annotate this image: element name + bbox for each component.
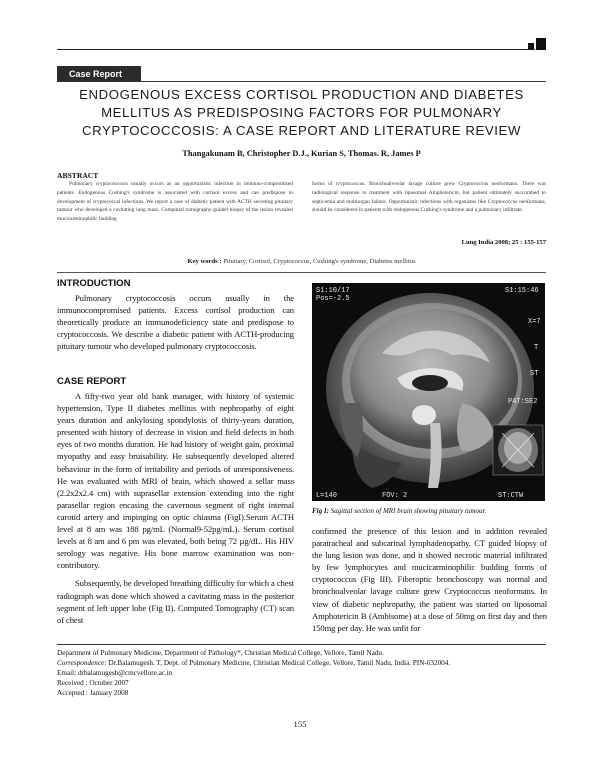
figure-caption-text: Sagittal section of MRI brain showing pituitary tumour.: [330, 507, 487, 515]
case-report-body: [57, 390, 294, 626]
keywords-rule: [57, 272, 546, 273]
mri-figure: [312, 283, 545, 501]
mri-row: X=7: [528, 318, 541, 326]
introduction-paragraph: Pulmonary cryptococcosis occurs usually in the immunocompromised patients. Excess cortisol production can theoretically produce an immunodeficiency state and predispose to cryptococcosis. We describe a diabetic patient with ACTH-producing pituitary tumour who developed pulmonary cryptococcosis.: [57, 293, 294, 352]
figure-caption: [312, 507, 548, 515]
title-line: MELLITUS AS PREDISPOSING FACTORS FOR PULMONARY: [101, 105, 502, 120]
keywords-text: Pituitary, Cortisol, Cryptococcus, Cushing's syndrome, Diabetes mellitus: [223, 258, 416, 265]
article-type-tag: Case Report: [57, 66, 141, 82]
footer-accepted: Accepted : January 2008: [57, 689, 129, 697]
correspondence-text: Dr.Balamugesh. T, Dept. of Pulmonary Medicine, Christian Medical College, Vellore, Tamil Nadu, India. PIN-632004.: [108, 659, 451, 667]
keywords-label: Key words :: [187, 258, 222, 265]
mri-bottom-right: ST:CTW: [498, 492, 524, 500]
mri-row: ST: [530, 370, 539, 378]
footer-department: Department of Pulmonary Medicine, Department of Pathology*, Christian Medical College, Vellore, Tamil Nadu.: [57, 649, 384, 657]
mri-position: Pos=-2.5: [316, 295, 350, 303]
introduction-body: [57, 292, 294, 352]
page-number: 155: [293, 719, 307, 729]
mri-bottom-mid: FOV: 2: [382, 492, 408, 500]
mri-row: PAT:SE2: [508, 398, 538, 406]
footer-rule: [57, 644, 546, 645]
mri-row: T: [534, 344, 539, 352]
footer-received: Received : October 2007: [57, 679, 129, 687]
figure-caption-label: Fig I:: [312, 507, 329, 515]
case-paragraph: A fifty-two year old bank manager, with history of systemic hypertension, Type II diabetes mellitus with nephropathy of eight years duration and ankylosing spondylosis of thirty-years duration, presented with history of decrease in vision and field defects in both eyes of two months duration. He had history of weight gain, proximal myopathy and easy bruisability. He subsequently developed altered behaviour in the form of irritability and periods of unresponsiveness. He was evaluated with MRI of brain, which showed a sellar mass (2.2x2x2.4 cm) with suprasellar extension extending into the right parasellar region encasing the cavernous segment of right internal carotid artery and impinging on optic chiasma (FigI).Serum ACTH level at 8 am was 188 pg/mL (Normal9-52pg/mL). Serum cortisol levels at 8 am and 6 pm was elevated, both being 72 µg/dL. His HIV serology was negative. His bone marrow examination was non-contributory.: [57, 391, 294, 571]
corner-mark-large: [536, 38, 546, 50]
citation: Lung India 2008; 25 : 155-157: [461, 239, 546, 246]
footer-correspondence: [57, 658, 546, 668]
article-title: [60, 86, 543, 140]
top-rule: [57, 49, 535, 50]
introduction-heading: INTRODUCTION: [57, 278, 131, 289]
abstract-heading: ABSTRACT: [57, 171, 99, 180]
footer: [57, 648, 546, 698]
header-rule: [57, 81, 546, 82]
correspondence-label: Correspondence:: [57, 659, 107, 667]
footer-email: Email: drbalamugesh@cmcvellore.ac.in: [57, 669, 173, 677]
title-line: ENDOGENOUS EXCESS CORTISOL PRODUCTION AND DIABETES: [79, 87, 524, 102]
mri-time-left: S1:10/17: [316, 287, 350, 295]
corner-mark-small: [528, 43, 534, 49]
case-paragraph: Subsequently, he developed breathing difficulty for which a chest radiograph was done which showed a cavitating mass in the posterior segment of left upper lobe (Fig II). Computed Tomography (CT) scan of chest: [57, 578, 294, 625]
mri-time-right: S1:15:46: [505, 287, 539, 295]
right-column-body: confirmed the presence of this lesion and in addition revealed paratracheal and subcarinal lymphadenopathy. CT guided biopsy of the lung lesion was done, and it showed necrotic material infiltrated by few lymphocytes and mucicarminophilic budding forms of cryptococcus (Fig III). Fiberoptic bronchoscopy was normal and bronchoalveolar lavage culture grew Cryptococcus neoformans. In view of diabetic nephropathy, the patient was started on liposomal Amphotericin B (Ambisome) at a dose of 50mg on first day and then 150mg per day. He was unfit for: [312, 526, 547, 633]
abstract-left-column: Pulmonary cryptococcosis usually occurs as an opportunistic infection in immuno-compromised patients. Endogenous Cushing's syndrome is associated with cortisol excess and can predispose to development of cryptococcal infections. We report a case of diabetic patient with ACTH secreting pituitary tumour who developed a cavitating lung mass. Computed tomography-guided biopsy of the lesion revealed mucicarminophilic budding: [57, 181, 293, 223]
title-line: CRYPTOCOCCOSIS: A CASE REPORT AND LITERATURE REVIEW: [81, 123, 521, 138]
mri-image: [312, 283, 545, 501]
mri-bottom-left: L=140: [316, 492, 338, 500]
abstract-right-column: forms of cryptococcus. Bronchoalveolar lavage culture grew Cryptococcus neoformans. There was radiological response to treatment with liposomal Amphotericin, but patient ultimately succumbed to septicemia and multiorgan failure. Opportunistic infections with organisms like Cryptococcus neoformans, should be considered in patients with endogenous Cushing's syndrome and a pulmonary infiltrate.: [312, 181, 546, 214]
authors: Thangakunam B, Christopher D.J., Kurian S, Thomas. R, James P: [182, 149, 421, 158]
keywords: [57, 258, 546, 265]
case-report-heading: CASE REPORT: [57, 376, 127, 387]
